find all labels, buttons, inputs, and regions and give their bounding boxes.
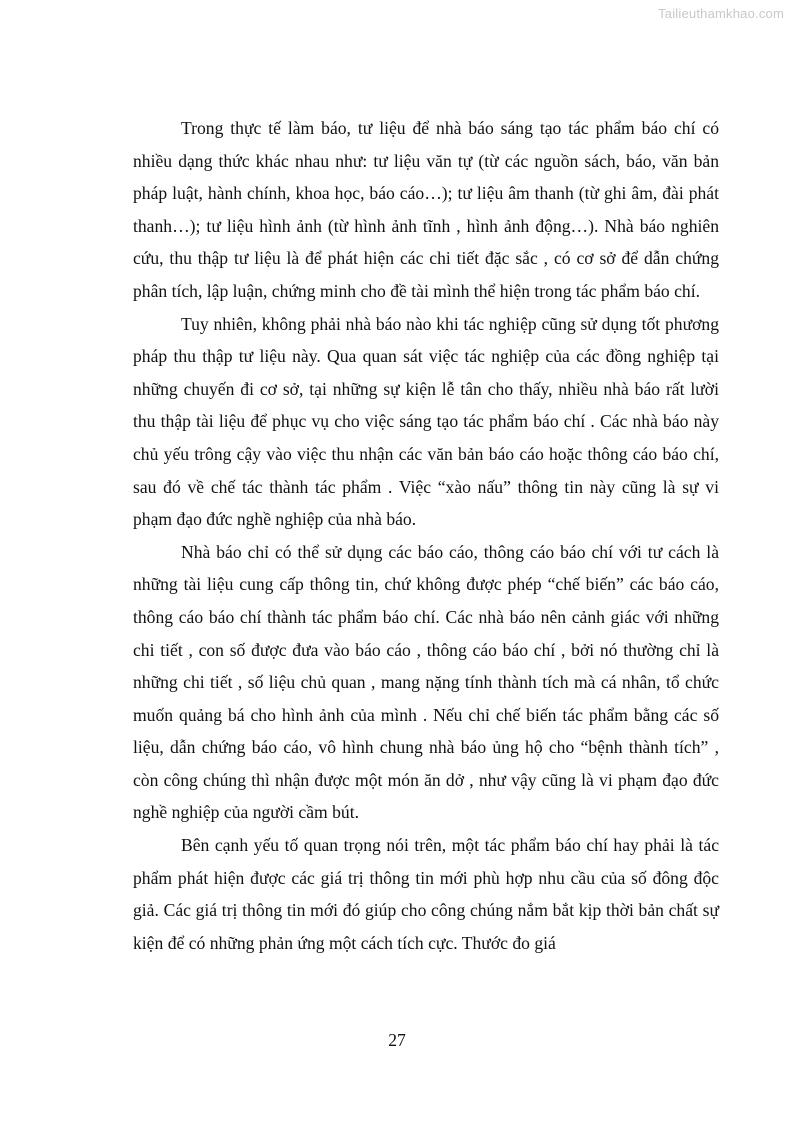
- paragraph-4: Bên cạnh yếu tố quan trọng nói trên, một tác phẩm báo chí hay phải là tác phẩm phát hiện được các giá trị thông tin mới phù hợp nhu cầu của số đông độc giả. Các giá trị thông tin mới đó giúp cho công chúng nắm bắt kịp thời bản chất sự kiện để có những phản ứng một cách tích cực. Thước đo giá: [133, 835, 719, 953]
- paragraph-2: Tuy nhiên, không phải nhà báo nào khi tác nghiệp cũng sử dụng tốt phương pháp thu thập tư liệu này. Qua quan sát việc tác nghiệp của các đồng nghiệp tại những chuyến đi cơ sở, tại những sự kiện lễ tân cho thấy, nhiều nhà báo rất lười thu thập tài liệu để phục vụ cho việc sáng tạo tác phẩm báo chí . Các nhà báo này chủ yếu trông cậy vào việc thu nhận các văn bản báo cáo hoặc thông cáo báo chí, sau đó về chế tác thành tác phẩm . Việc “xào nấu” thông tin này cũng là sự vi phạm đạo đức nghề nghiệp của nhà báo.: [133, 313, 719, 530]
- paragraph-3: Nhà báo chỉ có thể sử dụng các báo cáo, thông cáo báo chí với tư cách là những tài liệu cung cấp thông tin, chứ không được phép “chế biến” các báo cáo, thông cáo báo chí thành tác phẩm báo chí. Các nhà báo nên cảnh giác với những chi tiết , con số được đưa vào báo cáo , thông cáo báo chí , bởi nó thường chỉ là những chi tiết , số liệu chủ quan , mang nặng tính thành tích mà cá nhân, tổ chức muốn quảng bá cho hình ảnh của mình . Nếu chỉ chế biến tác phẩm bằng các số liệu, dẫn chứng báo cáo, vô hình chung nhà báo ủng hộ cho “bệnh thành tích” , còn công chúng thì nhận được một món ăn dở , như vậy cũng là vi phạm đạo đức nghề nghiệp của người cầm bút.: [133, 541, 719, 823]
- page-number: 27: [388, 1030, 406, 1050]
- paragraph-1: Trong thực tế làm báo, tư liệu để nhà báo sáng tạo tác phẩm báo chí có nhiều dạng thức khác nhau như: tư liệu văn tự (từ các nguồn sách, báo, văn bản pháp luật, hành chính, khoa học, báo cáo…); tư liệu âm thanh (từ ghi âm, đài phát thanh…); tư liệu hình ảnh (từ hình ảnh tĩnh , hình ảnh động…). Nhà báo nghiên cứu, thu thập tư liệu là để phát hiện các chi tiết đặc sắc , có cơ sở để dẫn chứng phân tích, lập luận, chứng minh cho đề tài mình thể hiện trong tác phẩm báo chí.: [133, 118, 719, 301]
- body-text: [133, 112, 719, 959]
- watermark: Tailieuthamkhao.com: [658, 6, 784, 21]
